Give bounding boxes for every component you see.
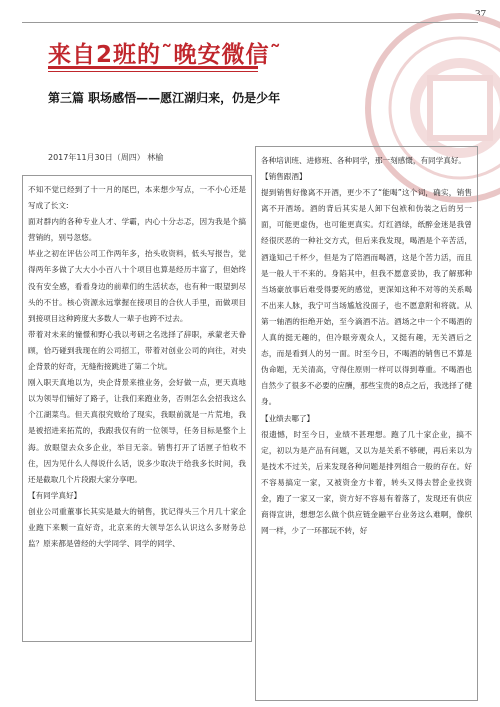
header-rule	[22, 22, 478, 23]
paragraph: 不知不觉已经到了十一月的尾巴，本来想少写点，一不小心还是写成了长文:	[28, 185, 246, 211]
paragraph: 各种培训班、进修班、各种同学，那一刻感慨，有同学真好。	[261, 156, 467, 165]
paragraph: 提到销售好像离不开酒，更少不了“能喝”这个词，确实，销售离不开酒场。酒的背后其实是人卸下包袱和伪装之后的另一面，可能更虚伪，也可能更真实。灯红酒绿，纸醉金迷是我曾经很厌恶的一种社交方式，但后来我发现，喝酒是个辛苦活，酒逢知己千杯少，但是为了陪酒而喝酒，这是个苦力活，而且是一般人干不来的。身陷其中，但我不愿意妥协，我了解那种当场豪放事后难受得要死的感觉，更深知这种不对等的关系喝不出来人脉，我宁可当场尴尬没面子，也不愿意附和将就。从第一轴酒的拒绝开始，至今滴酒不沾。酒场之中一个不喝酒的人真的挺无趣的，但冷眼旁观众人，又挺有趣，无关酒后之态，而是看到人的另一面。时至今日，不喝酒的销售已不算是伪命题，无关清高，守得住原则一样可以得到尊重。不喝酒也自然少了很多不必要的应酬，那些宝贵的8点之后，我选择了健身。	[261, 188, 472, 407]
title-underline	[48, 66, 258, 69]
right-column	[255, 146, 478, 701]
paragraph: 创业公司重董事长其实是最大的销售，犹记得头三个月几十家企业跑下来颗一直好奇，北京来的大领导怎么认识这么多财务总监？原来都是曾经的大学同学、同学的同学、	[28, 506, 246, 549]
title-underline-thin	[48, 71, 258, 72]
page-title: 来自2班的˜晚安微信˜	[48, 42, 283, 68]
paragraph: 刚入职天真地以为，央企背景来推业务，会好做一点，更天真地以为领导们铺好了路子，让我们来跑业务，否则怎么会招我这么个江湖菜鸟。但天真很究败给了现实，我眼前就是一片荒地，我是被招进来拓荒的，我跟我仅有的一位领导，任务目标是整个上海。放眼望去众多企业，举目无亲。销售打开了话匣子怕收不住，因为见什么人得说什么话，说多少取决于给我多长时间，我还是截取几个片段跟大家分享吧。	[28, 378, 246, 484]
section-heading: 【销售跟酒】	[261, 172, 307, 182]
section-heading: 【有同学真好】	[28, 490, 82, 500]
page-number: 37	[475, 8, 486, 20]
left-column	[22, 175, 252, 642]
paragraph: 面对群内的各种专业人才、学霸，内心十分忐忑，因为我是个搞营销的，别号忽悠。	[28, 217, 246, 243]
author-line: 2017年11月30日（周四） 林榆	[48, 153, 164, 162]
section-heading: 【业绩去哪了】	[261, 413, 315, 423]
paragraph: 毕业之初在评估公司工作两年多，抬头收资料，低头写报告，觉得两年多做了大大小小百八十个项目也算是经历丰富了，但始终没有安全感，看看身边的前辈们的生活状态，也有种一眼望到尽头的不甘。核心资源永远掌握在接项目的合伙人手里，而做项目到接项目这种跨度大多数人一辈子也跨不过去。	[28, 249, 246, 323]
paragraph: 带着对未来的憧憬和野心我以考研之名选择了辞职，承蒙老天眷顾，恰巧碰到我现在的公司招工，带着对创业公司的向往，对央企背景的好奇，无缝衔接跳进了第二个坑。	[28, 329, 246, 372]
paragraph: 很遗憾，时至今日，业绩不甚理想。跑了几十家企业，搞不定，初以为是产品有问题，又以为是关系不够硬，再后来以为是技术不过关，后来发现各种问题是排列组合一般的存在。好不容易搞定一家，又被资金方卡着，转头又得去替企业找资金，跑了一家又一家，资方好不容易有着落了，发现还有供应商得宣讲，想想怎么做个供应链金融平台业务这么难啊，像织网一样，少了一环都玩不转，好	[261, 429, 472, 536]
article-subtitle: 第三篇 职场感悟——愿江湖归来，仍是少年	[48, 91, 281, 105]
